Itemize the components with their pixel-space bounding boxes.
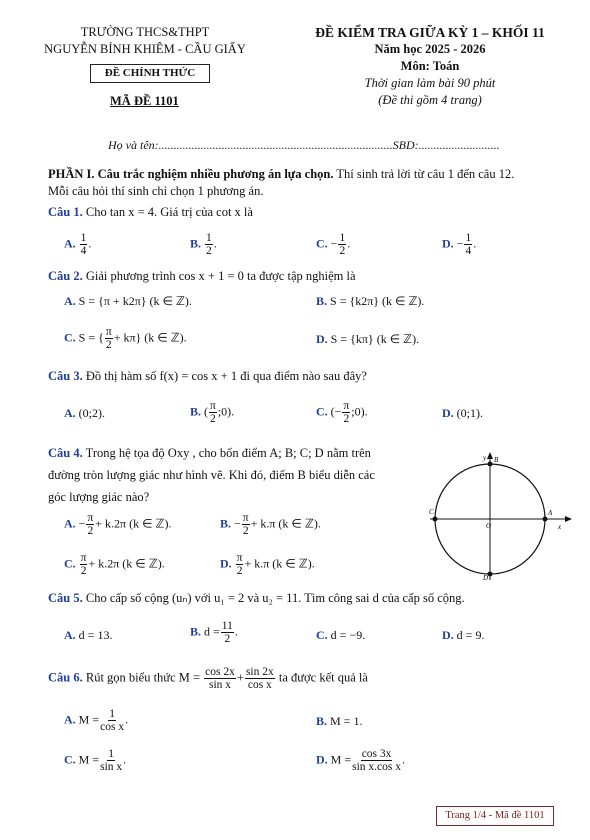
question-2: [48, 268, 356, 285]
fraction: [338, 232, 346, 257]
q3-option-d[interactable]: [442, 406, 483, 421]
q4-option-a[interactable]: A. − $\frac{\pi}{2}$ + k.2π (k ∈ ℤ).: [64, 512, 172, 537]
numerator: 11: [221, 620, 233, 632]
q4-a-post: + k.2π (k ∈ ℤ).: [95, 516, 172, 531]
point-d: [488, 572, 493, 577]
option-a-label: A.: [64, 406, 76, 420]
official-stamp: ĐỀ CHÍNH THỨC: [90, 64, 210, 83]
name-sbd-line: Họ và tên:..............................................................................SBD:...........................: [108, 138, 500, 152]
q1-option-d[interactable]: D. − $\frac{1}{4}$ .: [442, 232, 477, 257]
q4-option-b[interactable]: B. − $\frac{\pi}{2}$ + k.π (k ∈ ℤ).: [220, 512, 321, 537]
q3-b-post: ;0).: [217, 404, 235, 419]
b-label: B: [494, 456, 499, 464]
q2-a-text: S = {π + k2π} (k ∈ ℤ).: [78, 294, 192, 308]
q3-option-c[interactable]: C. (− $\frac{\pi}{2}$ ;0).: [316, 400, 368, 425]
fraction: [342, 400, 350, 425]
fraction: [205, 232, 213, 257]
q1-option-a[interactable]: A. $\frac{1}{4}$ .: [64, 232, 92, 257]
q1-option-b[interactable]: B. $\frac{1}{2}$ .: [190, 232, 217, 257]
denominator: sin x: [208, 679, 232, 691]
q6-c-pre: M =: [78, 752, 100, 767]
q5-a-text: d = 13.: [78, 628, 113, 642]
fraction: [100, 748, 122, 773]
exam-time: Thời gian làm bài 90 phút: [364, 76, 496, 90]
q6-text-post: ta được kết quả là: [275, 670, 368, 685]
fraction: [86, 512, 94, 537]
q5-label: Câu 5.: [48, 591, 83, 605]
q1-option-c[interactable]: C. − $\frac{1}{2}$ .: [316, 232, 351, 257]
q6-option-d[interactable]: D. M = $\frac{\cos 3x}{\text{sin x.cos x}}$ .: [316, 748, 405, 773]
question-1: [48, 204, 253, 221]
q2-label: Câu 2.: [48, 269, 83, 283]
q6-text-pre: Rút gọn biểu thức M =: [82, 670, 201, 685]
part1-instruction: Thí sinh trả lời từ câu 1 đến câu 12.: [333, 167, 515, 181]
fraction: [242, 512, 250, 537]
q2-option-b[interactable]: [316, 294, 424, 309]
question-4: [48, 442, 428, 508]
part1-intro: [48, 166, 568, 200]
option-c-label: C.: [316, 628, 328, 642]
q3-c-post: ;0).: [351, 404, 368, 419]
q4-line-1: Trong hệ tọa độ Oxy , cho bốn điểm A; B; C; D nằm trên: [82, 446, 371, 460]
fraction: [204, 666, 236, 691]
option-d-label: D.: [316, 332, 328, 346]
numerator: 1: [80, 232, 87, 244]
subject: Môn: Toán: [400, 59, 460, 73]
option-b-label: B.: [190, 624, 202, 639]
q1-label: Câu 1.: [48, 205, 83, 219]
denominator: sin x.cos x: [352, 761, 401, 773]
q6-option-c[interactable]: C. M = $\frac{1}{\text{sin x}}$ .: [64, 748, 127, 773]
option-d-label: D.: [442, 628, 454, 642]
q4-line-3: góc lượng giác nào?: [48, 490, 150, 504]
q4-line-2: đường tròn lượng giác như hình vẽ. Khi đó, điểm B biểu diễn các: [48, 468, 375, 482]
denominator: 2: [343, 413, 350, 425]
q5-c-text: d = −9.: [330, 628, 366, 642]
denominator: 2: [339, 245, 346, 257]
numerator: π: [87, 512, 94, 524]
q5-option-b[interactable]: B. d = $\frac{11}{2}$ .: [190, 620, 238, 645]
denominator: 2: [206, 245, 212, 257]
q3-label: Câu 3.: [48, 369, 83, 383]
denominator: 2: [224, 633, 231, 645]
denominator: 2: [80, 565, 87, 577]
numerator: 1: [109, 708, 115, 720]
school-year: Năm học 2025 - 2026: [374, 42, 486, 56]
option-d-label: D.: [442, 406, 454, 420]
numerator: 1: [339, 232, 346, 244]
fraction: [209, 400, 217, 425]
option-c-label: C.: [64, 752, 76, 767]
denominator: 2: [105, 339, 112, 351]
fraction: [80, 552, 88, 577]
x-axis-arrow: [565, 516, 572, 522]
numerator: sin 2x: [245, 666, 274, 678]
q6-a-pre: M =: [78, 712, 100, 727]
denominator: sin x: [100, 761, 123, 773]
q2-option-c[interactable]: [64, 326, 187, 351]
school-line-2: NGUYỄN BỈNH KHIÊM - CẦU GIẤY: [44, 42, 246, 56]
origin-label: O: [486, 522, 492, 530]
point-c: [433, 517, 438, 522]
d-label: D: [483, 574, 489, 582]
school-line-1: TRƯỜNG THCS&THPT: [80, 25, 210, 39]
q6-label: Câu 6.: [48, 670, 83, 685]
q2-c-post: + kπ} (k ∈ ℤ).: [113, 330, 187, 345]
option-c-label: C.: [316, 236, 328, 251]
exam-title: ĐỀ KIỂM TRA GIỮA KỲ 1 – KHỐI 11: [315, 25, 545, 40]
school-name: [40, 24, 250, 58]
page-footer: Trang 1/4 - Mã đề 1101: [436, 806, 554, 826]
option-c-label: C.: [316, 404, 328, 419]
numerator: π: [242, 512, 249, 524]
numerator: 1: [108, 748, 114, 760]
option-d-label: D.: [442, 236, 454, 251]
q5-option-c[interactable]: [316, 628, 365, 643]
denominator: cos x: [247, 679, 272, 691]
q2-text: Giải phương trình cos x + 1 = 0 ta được tập nghiệm là: [82, 269, 356, 283]
numerator: π: [80, 552, 87, 564]
option-b-label: B.: [220, 516, 232, 531]
denominator: 4: [465, 245, 472, 257]
option-b-label: B.: [316, 714, 328, 728]
q2-option-d[interactable]: [316, 332, 419, 347]
q5-d-text: d = 9.: [456, 628, 485, 642]
denominator: 4: [80, 245, 87, 257]
part1-title: PHẦN I. Câu trắc nghiệm nhiều phương án lựa chọn.: [48, 167, 334, 181]
q4-option-d[interactable]: [220, 552, 315, 577]
option-b-label: B.: [316, 294, 328, 308]
q2-option-a[interactable]: [64, 294, 192, 309]
numerator: π: [343, 400, 350, 412]
q3-a-text: (0;2).: [78, 406, 105, 420]
q3-text: Đồ thị hàm số f(x) = cos x + 1 đi qua điểm nào sau đây?: [82, 369, 367, 383]
q6-b-text: M = 1.: [330, 714, 363, 728]
q2-d-text: S = {kπ} (k ∈ ℤ).: [330, 332, 420, 346]
x-label: x: [558, 523, 562, 531]
option-a-label: A.: [64, 712, 76, 727]
q2-c-pre: S = {: [78, 330, 104, 345]
q4-d-post: + k.π (k ∈ ℤ).: [244, 556, 315, 571]
fraction: [352, 748, 401, 773]
point-a: [543, 517, 548, 522]
q3-option-b[interactable]: B. ( $\frac{\pi}{2}$ ;0).: [190, 400, 235, 425]
q4-b-post: + k.π (k ∈ ℤ).: [250, 516, 321, 531]
q4-option-c[interactable]: [64, 552, 165, 577]
option-a-label: A.: [64, 294, 76, 308]
option-b-label: B.: [190, 404, 202, 419]
denominator: 2: [210, 413, 216, 425]
c-label: C: [429, 508, 434, 516]
q5-text: Cho cấp số cộng (uₙ) với u₁ = 2 và u₂ = 11. Tìm công sai d của cấp số cộng.: [82, 591, 465, 605]
q3-d-text: (0;1).: [456, 406, 483, 420]
question-6: Câu 6. Rút gọn biểu thức M = $\frac{\cos 2x}{\text{sin x}}$ + $\frac{\sin 2x}{\text{cos x}}$ ta được kết quả là: [48, 666, 368, 691]
q2-b-text: S = {k2π} (k ∈ ℤ).: [330, 294, 425, 308]
numerator: cos 2x: [205, 666, 235, 678]
denominator: 2: [236, 565, 243, 577]
option-a-label: A.: [64, 516, 76, 531]
fraction: [464, 232, 472, 257]
question-5: [48, 590, 465, 607]
denominator: 2: [242, 525, 249, 537]
option-a-label: A.: [64, 628, 76, 642]
q1-text: Cho tan x = 4. Giá trị của cot x là: [82, 205, 253, 219]
y-label: y: [483, 454, 487, 462]
q6-option-a[interactable]: A. M = $\frac{1}{\text{cos x}}$ .: [64, 708, 129, 733]
fraction: [105, 326, 113, 351]
option-d-label: D.: [316, 752, 328, 767]
option-b-label: B.: [190, 236, 202, 251]
option-c-label: C.: [64, 556, 76, 571]
exam-code: MÃ ĐỀ 1101: [110, 94, 179, 108]
part1-instruction-2: Mỗi câu hỏi thí sinh chỉ chọn 1 phương án.: [48, 184, 264, 198]
trig-circle-figure: [426, 450, 576, 585]
q4-label: Câu 4.: [48, 446, 83, 460]
q5-option-a[interactable]: [64, 628, 112, 643]
denominator: cos x: [100, 721, 125, 733]
q6-option-b[interactable]: [316, 714, 362, 729]
numerator: π: [210, 400, 216, 412]
page-count: (Đề thi gồm 4 trang): [378, 93, 482, 107]
option-a-label: A.: [64, 236, 76, 251]
q4-c-post: + k.2π (k ∈ ℤ).: [88, 556, 165, 571]
fraction: [100, 708, 124, 733]
fraction: [236, 552, 244, 577]
q6-d-pre: M =: [330, 752, 352, 767]
question-3: [48, 368, 367, 385]
fraction: [221, 620, 234, 645]
q5-option-d[interactable]: [442, 628, 484, 643]
option-d-label: D.: [220, 556, 232, 571]
fraction: [80, 232, 88, 257]
denominator: 2: [87, 525, 94, 537]
numerator: π: [105, 326, 112, 338]
option-c-label: C.: [64, 330, 76, 345]
q5-b-pre: d =: [204, 624, 220, 639]
numerator: π: [236, 552, 243, 564]
numerator: 1: [206, 232, 212, 244]
exam-info: [300, 24, 560, 109]
fraction: [245, 666, 275, 691]
numerator: 1: [465, 232, 472, 244]
q3-option-a[interactable]: [64, 406, 105, 421]
point-b: [488, 462, 493, 467]
a-label: A: [548, 509, 553, 517]
numerator: cos 3x: [361, 748, 392, 760]
y-axis-arrow: [487, 452, 493, 459]
